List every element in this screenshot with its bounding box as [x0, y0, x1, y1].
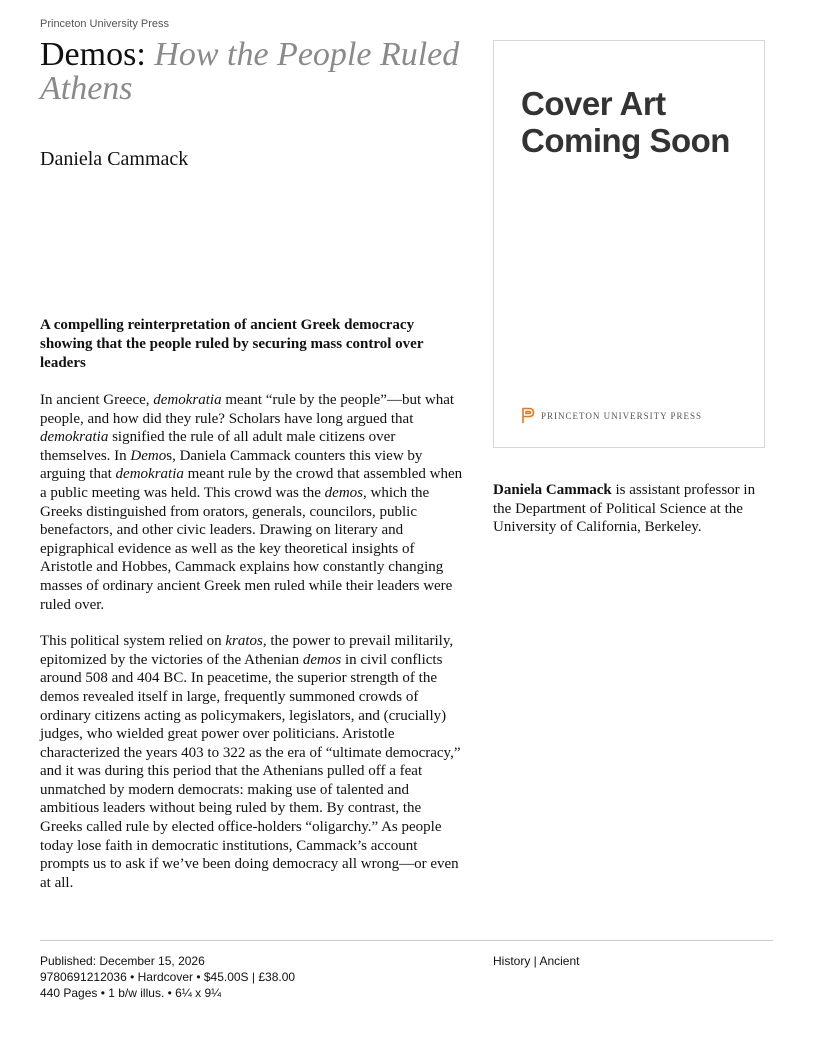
text-run: in civil conflicts around 508 and 404 BC. In peacetime, the superior strength of the demos revealed itself in large, frequently summoned crowds of ordinary citizens acting as policymakers, legislators, and (crucially) judges, who wielded great power over politicians. Aristotle characterized the years 403 to 322 as the era of “ultimate democracy,” and it was during this period that the Athenians pulled off a feat unmatched by modern democrats: making use of talented and ambitious leaders without being ruled by them. By contrast, the Greeks called rule by elected office-holders “oligarchy.” As people today lose faith in democratic institutions, Cammack’s account prompts us to ask if we’ve been doing democracy all wrong—or even at all. [40, 651, 461, 891]
publisher-logo [521, 407, 702, 424]
bio-text: is assistant professor in the Department of Political Science at the University of California, Berkeley. [493, 482, 756, 536]
text-run: , which the Greeks distinguished from orators, generals, councilors, public benefactors, and other civic leaders. Drawing on literary and epigraphical evidence as well as the key theoretical insights of Aristotle and Hobbes, Cammack explains how constantly changing masses of ordinary ancient Greek men ruled while their leaders were ruled over. [40, 484, 453, 613]
author-name: Daniela Cammack [40, 148, 189, 170]
title-main: Demos: [40, 36, 146, 73]
edition-info: 9780691212036 • Hardcover • $45.00S | £38.00 [40, 970, 296, 984]
text-run: meant rule by the crowd that assembled when a public meeting was held. This crowd was the [40, 466, 463, 501]
italic-term: kratos [225, 633, 263, 650]
subject-categories: History | Ancient [493, 954, 580, 968]
book-title [40, 38, 460, 106]
italic-term: demokratia [115, 466, 184, 483]
italic-term: demos [324, 484, 363, 501]
italic-term: demos [302, 651, 342, 668]
italic-term: demokratia [153, 392, 222, 408]
publication-date: Published: December 15, 2026 [40, 954, 205, 968]
text-run: s, Daniela Cammack counters this view by arguing that [40, 447, 423, 483]
cover-text-line-1: Cover Art [521, 85, 666, 122]
footer-divider [40, 940, 773, 941]
princeton-p-logo-icon [521, 407, 535, 424]
cover-logo-text: PRINCETON UNIVERSITY PRESS [541, 410, 703, 421]
text-run: signified the rule of all adult male citizens over themselves. In [40, 429, 396, 464]
publication-details [40, 953, 295, 1001]
text-run: In ancient Greece, [40, 392, 154, 408]
book-tagline: A compelling reinterpretation of ancient Greek democracy showing that the people ruled by securing mass control over leaders [40, 317, 424, 371]
text-run: This political system relied on [40, 633, 226, 650]
text-run: , the power to prevail militarily, epitomized by the victories of the Athenian [40, 633, 454, 668]
description-paragraph-1 [40, 391, 464, 614]
cover-text-line-2: Coming Soon [521, 122, 730, 159]
cover-placeholder-text [521, 85, 756, 159]
title-subtitle: How the People Ruled Athens [40, 36, 460, 107]
bio-author-name: Daniela Cammack [493, 482, 612, 498]
italic-term: demokratia [40, 429, 109, 446]
publisher-name: Princeton University Press [40, 18, 169, 30]
cover-art-placeholder [493, 40, 765, 448]
book-description [40, 391, 464, 910]
description-paragraph-2 [40, 632, 464, 892]
text-run: meant “rule by the people”—but what people, and how did they rule? Scholars have long argued that [40, 392, 455, 427]
italic-term: Demo [130, 447, 167, 464]
book-specs: 440 Pages • 1 b/w illus. • 6¼ x 9¼ [40, 986, 222, 1000]
author-bio [493, 481, 763, 537]
